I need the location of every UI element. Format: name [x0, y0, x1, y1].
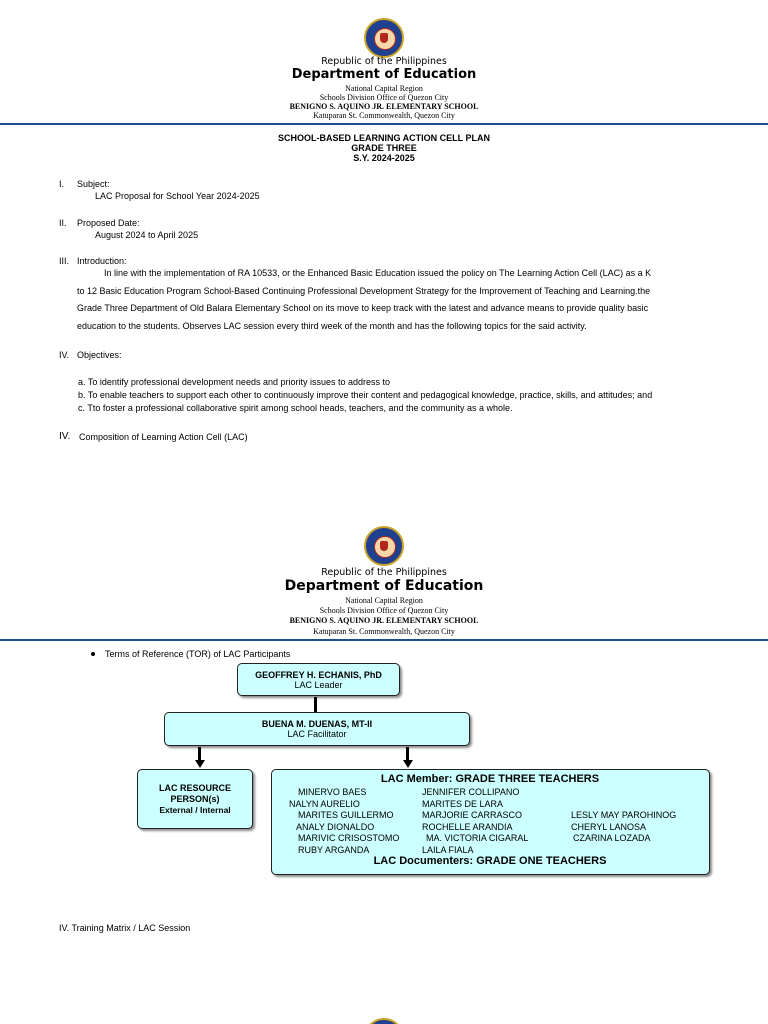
- objective-a: a. To identify professional development needs and priority issues to address to: [78, 377, 391, 387]
- member-name: JENNIFER COLLIPANO: [422, 787, 520, 797]
- connector-line-right: [406, 747, 409, 761]
- school-name: BENIGNO S. AQUINO JR. ELEMENTARY SCHOOL: [289, 102, 479, 111]
- facilitator-name: BUENA M. DUENAS, MT-II: [261, 719, 373, 729]
- school-name-2: BENIGNO S. AQUINO JR. ELEMENTARY SCHOOL: [289, 616, 479, 625]
- date-label: Proposed Date:: [77, 218, 140, 228]
- objective-b: b. To enable teachers to support each other to continuously improve their content and pedagogical knowledge, practice, skills, and attitudes; and: [78, 390, 653, 400]
- member-name: RUBY ARGANDA: [298, 844, 370, 855]
- connector-line: [314, 697, 317, 712]
- member-name: MINERVO BAES: [298, 787, 367, 797]
- members-column-1: [289, 787, 400, 856]
- intro-label: Introduction:: [77, 256, 127, 266]
- member-name: MARITES GUILLERMO: [298, 810, 394, 820]
- lac-facilitator-box: [164, 712, 470, 746]
- documenters-label: LAC Documenters: GRADE ONE TEACHERS: [373, 855, 607, 867]
- tor-label: Terms of Reference (TOR) of LAC Participants: [105, 649, 291, 659]
- school-address-2: Katuparan St. Commonwealth, Quezon City: [313, 627, 455, 636]
- department-title: Department of Education: [291, 67, 477, 82]
- date-value: August 2024 to April 2025: [95, 230, 199, 240]
- member-name: MA. VICTORIA CIGARAL: [426, 833, 529, 843]
- leader-role: LAC Leader: [294, 680, 343, 690]
- division-text-2: Schools Division Office of Quezon City: [319, 606, 449, 615]
- subject-value: LAC Proposal for School Year 2024-2025: [95, 191, 260, 201]
- members-column-2: [422, 787, 528, 856]
- resource-person-box: [137, 769, 253, 829]
- region-text: National Capital Region: [345, 84, 423, 93]
- intro-line-1: In line with the implementation of RA 10533, or the Enhanced Basic Education issued the policy on The Learning Action Cell (LAC) as a K: [104, 268, 652, 278]
- date-number: II.: [59, 218, 67, 228]
- republic-text: Republic of the Philippines: [321, 56, 447, 67]
- intro-line-4: education to the students. Observes LAC session every third week of the month and has the following topics for the said activity.: [77, 321, 587, 331]
- member-name: CZARINA LOZADA: [573, 833, 651, 843]
- deped-seal-icon: [364, 18, 404, 58]
- member-name: CHERYL LANOSA: [571, 821, 647, 832]
- objectives-number: IV.: [59, 350, 70, 360]
- resource-line-3: External / Internal: [159, 805, 231, 815]
- member-name: NALYN AURELIO: [289, 798, 360, 809]
- objective-c: c. Tto foster a professional collaborative spirit among school heads, teachers, and the community as a whole.: [78, 403, 513, 413]
- leader-name: GEOFFREY H. ECHANIS, PhD: [255, 670, 382, 680]
- objectives-label: Objectives:: [77, 350, 122, 360]
- deped-seal-icon-2: [364, 526, 404, 566]
- deped-seal-icon-3: [364, 1018, 404, 1024]
- connector-line-left: [198, 747, 201, 761]
- member-name: LESLY MAY PAROHINOG: [571, 810, 677, 820]
- lac-leader-box: [237, 663, 400, 696]
- subject-label: Subject:: [77, 179, 110, 189]
- member-name: ANALY DIONALDO: [296, 821, 375, 832]
- member-name: ROCHELLE ARANDIA: [422, 821, 513, 832]
- resource-line-1: LAC RESOURCE: [158, 783, 231, 793]
- arrow-down-icon: [195, 760, 205, 768]
- members-title: LAC Member: GRADE THREE TEACHERS: [380, 773, 600, 785]
- composition-number: IV.: [59, 431, 71, 442]
- member-name: MARIVIC CRISOSTOMO: [298, 833, 400, 843]
- region-text-2: National Capital Region: [345, 596, 423, 605]
- member-name: MARJORIE CARRASCO: [422, 810, 523, 820]
- plan-title: SCHOOL-BASED LEARNING ACTION CELL PLAN: [277, 133, 490, 143]
- intro-line-3: Grade Three Department of Old Balara Elementary School on its move to keep track with the latest and advance means to provide quality basic: [77, 303, 649, 313]
- division-text: Schools Division Office of Quezon City: [319, 93, 449, 102]
- member-name: MARITES DE LARA: [422, 798, 504, 809]
- intro-number: III.: [59, 256, 70, 266]
- bullet-icon: [91, 652, 95, 656]
- members-column-3: [571, 810, 676, 845]
- arrow-down-icon-2: [403, 760, 413, 768]
- plan-school-year: S.Y. 2024-2025: [353, 153, 415, 163]
- member-name: LAILA FIALA: [422, 844, 474, 855]
- lac-members-box: [271, 769, 710, 875]
- training-matrix-label: IV. Training Matrix / LAC Session: [59, 923, 191, 933]
- subject-number: I.: [59, 179, 65, 189]
- school-address: Katuparan St. Commonwealth, Quezon City: [313, 111, 455, 120]
- plan-grade: GRADE THREE: [351, 143, 417, 153]
- intro-line-2: to 12 Basic Education Program School-Based Continuing Professional Development Strategy for the Improvement of Teaching and Learning.the: [77, 286, 651, 296]
- composition-label: Composition of Learning Action Cell (LAC): [79, 432, 248, 442]
- republic-text-2: Republic of the Philippines: [321, 567, 447, 578]
- facilitator-role: LAC Facilitator: [287, 729, 347, 739]
- header-divider-2: [0, 639, 768, 641]
- header-divider: [0, 123, 768, 125]
- department-title-2: Department of Education: [284, 578, 484, 594]
- resource-line-2: PERSON(s): [170, 794, 220, 804]
